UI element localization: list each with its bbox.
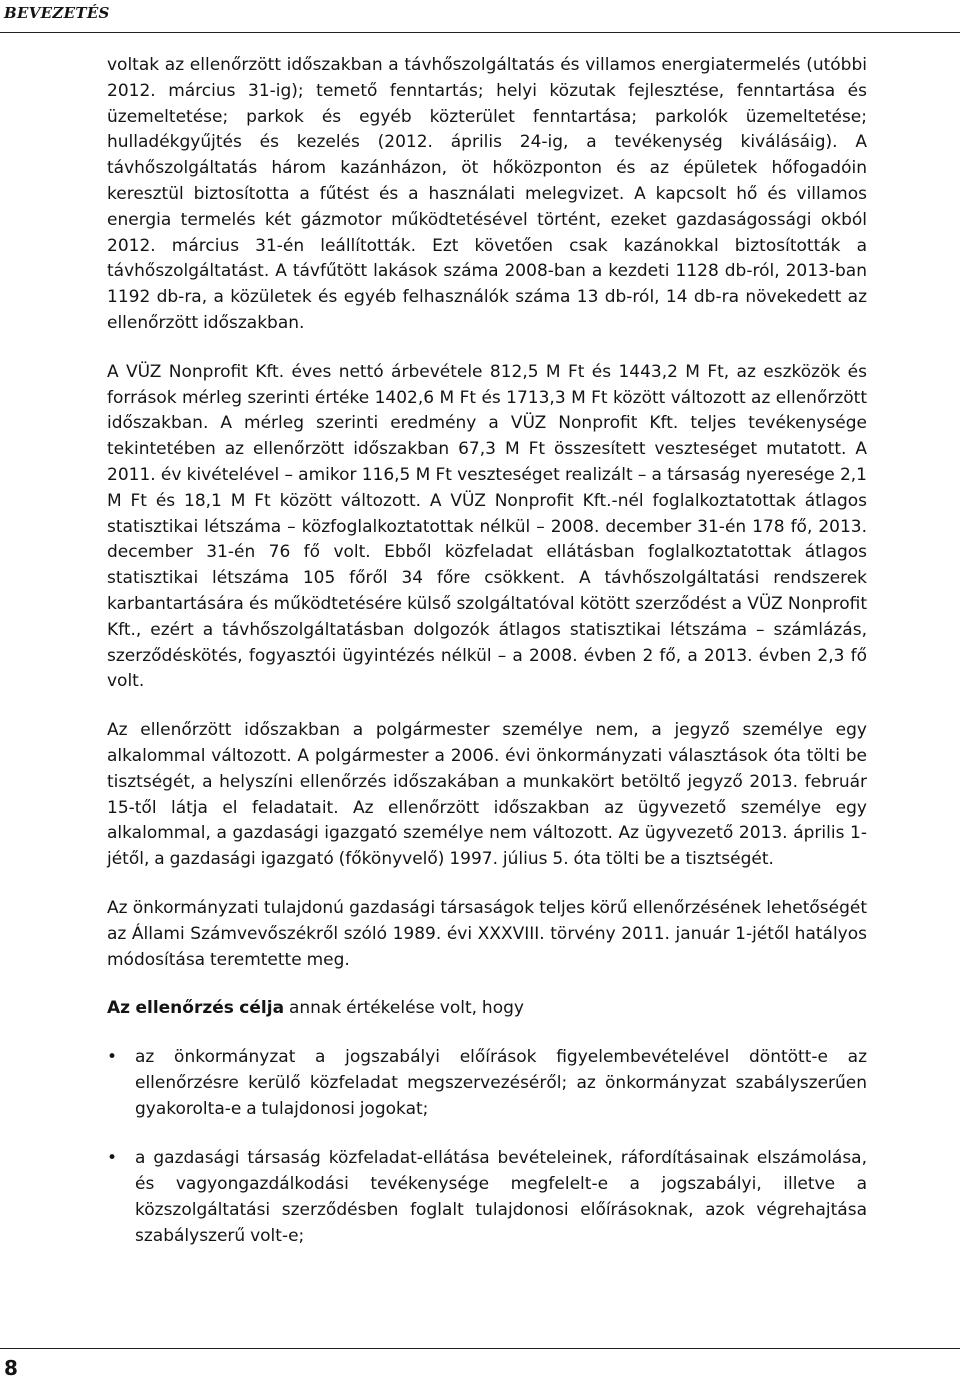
- document-body: [107, 53, 867, 1274]
- list-item: [107, 1146, 867, 1249]
- paragraph-services: voltak az ellenőrzött időszakban a távhőszolgáltatás és villamos energiatermelés (utóbbi 2012. március 31-ig); temető fenntartás; helyi közutak fejlesztése, fenntartása és üzemeltetése; parkok és egyéb közterület fenntartása; parkolók üzemeltetése; hulladékgyűjtés és kezelés (2012. április 24-ig, a tevékenység kiválásáig). A távhőszolgáltatás három kazánházon, öt hőközponton és az épületek hőfogadóin keresztül biztosította a fűtést és a használati melegvizet. A kapcsolt hő és villamos energia termelés két gázmotor működtetésével történt, ezeket gazdaságossági okból 2012. március 31-én leállították. Ezt követően csak kazánokkal biztosították a távhőszolgáltatást. A távfűtött lakások száma 2008-ban a kezdeti 1128 db-ról, 2013-ban 1192 db-ra, a közületek és egyéb felhasználók száma 13 db-ról, 14 db-ra növekedett az ellenőrzött időszakban.: [107, 55, 867, 333]
- paragraph-finances: A VÜZ Nonprofit Kft. éves nettó árbevétele 812,5 M Ft és 1443,2 M Ft, az eszközök és források mérleg szerinti értéke 1402,6 M Ft és 1713,3 M Ft között változott az ellenőrzött időszakban. A mérleg szerinti eredmény a VÜZ Nonprofit Kft. teljes tevékenysége tekintetében az ellenőrzött időszakban 67,3 M Ft összesített veszteséget mutatott. A 2011. év kivételével – amikor 116,5 M Ft veszteséget realizált – a társaság nyeresége 2,1 M Ft és 18,1 M Ft között változott. A VÜZ Nonprofit Kft.-nél foglalkoztatottak átlagos statisztikai létszáma – közfoglalkoztatottak nélkül – 2008. december 31-én 178 fő, 2013. december 31-én 76 fő volt. Ebből közfeladat ellátásban foglalkoztatottak átlagos statisztikai létszáma 105 főről 34 főre csökkent. A távhőszolgáltatási rendszerek karbantartására és működtetésére külső szolgáltatóval kötött szerződést a VÜZ Nonprofit Kft., ezért a távhőszolgáltatásban dolgozók átlagos statisztikai létszáma – számlázás, szerződéskötés, fogyasztói ügyintézés nélkül – a 2008. évben 2 fő, a 2013. évben 2,3 fő volt.: [107, 361, 867, 692]
- paragraph-audit-purpose: [107, 996, 867, 1022]
- list-item: [107, 1045, 867, 1122]
- bullet-icon: •: [107, 1148, 118, 1169]
- section-header: BEVEZETÉS: [4, 4, 110, 22]
- list-item-text: a gazdasági társaság közfeladat-ellátása bevételeinek, ráfordításainak elszámolása, és vagyongazdálkodási tevékenysége megfelelt-e a jogszabályi, illetve a közszolgáltatási szerződésben foglalt tulajdonosi előírásoknak, azok végrehajtása szabályszerű volt-e;: [135, 1148, 867, 1246]
- paragraph-legal-basis: Az önkormányzati tulajdonú gazdasági társaságok teljes körű ellenőrzésének lehetőségét az Állami Számvevőszékről szóló 1989. évi XXXVIII. törvény 2011. január 1-jétől hatályos módosítása teremtette meg.: [107, 897, 867, 970]
- footer-divider: [0, 1348, 960, 1349]
- list-item-text: az önkormányzat a jogszabályi előírások figyelembevételével döntött-e az ellenőrzésre kerülő közfeladat megszervezéséről; az önkormányzat szabályszerűen gyakorolta-e a tulajdonosi jogokat;: [135, 1047, 867, 1119]
- page-number: 8: [4, 1356, 18, 1380]
- paragraph-leadership: Az ellenőrzött időszakban a polgármester személye nem, a jegyző személye egy alkalommal változott. A polgármester a 2006. évi önkormányzati választások óta tölti be tisztségét, a helyszíni ellenőrzés időszakában a munkakört betöltő jegyző 2013. február 15-től látja el feladatait. Az ellenőrzött időszakban az ügyvezető személye egy alkalommal, a gazdasági igazgató személye nem változott. Az ügyvezető 2013. április 1-jétől, a gazdasági igazgató (főkönyvelő) 1997. július 5. óta tölti be a tisztségét.: [107, 720, 867, 870]
- audit-purpose-rest: annak értékelése volt, hogy: [284, 998, 524, 1019]
- bullet-icon: •: [107, 1047, 118, 1068]
- audit-purpose-lead: Az ellenőrzés célja: [107, 998, 285, 1019]
- header-divider: [0, 32, 960, 33]
- audit-goals-list: [107, 1045, 867, 1250]
